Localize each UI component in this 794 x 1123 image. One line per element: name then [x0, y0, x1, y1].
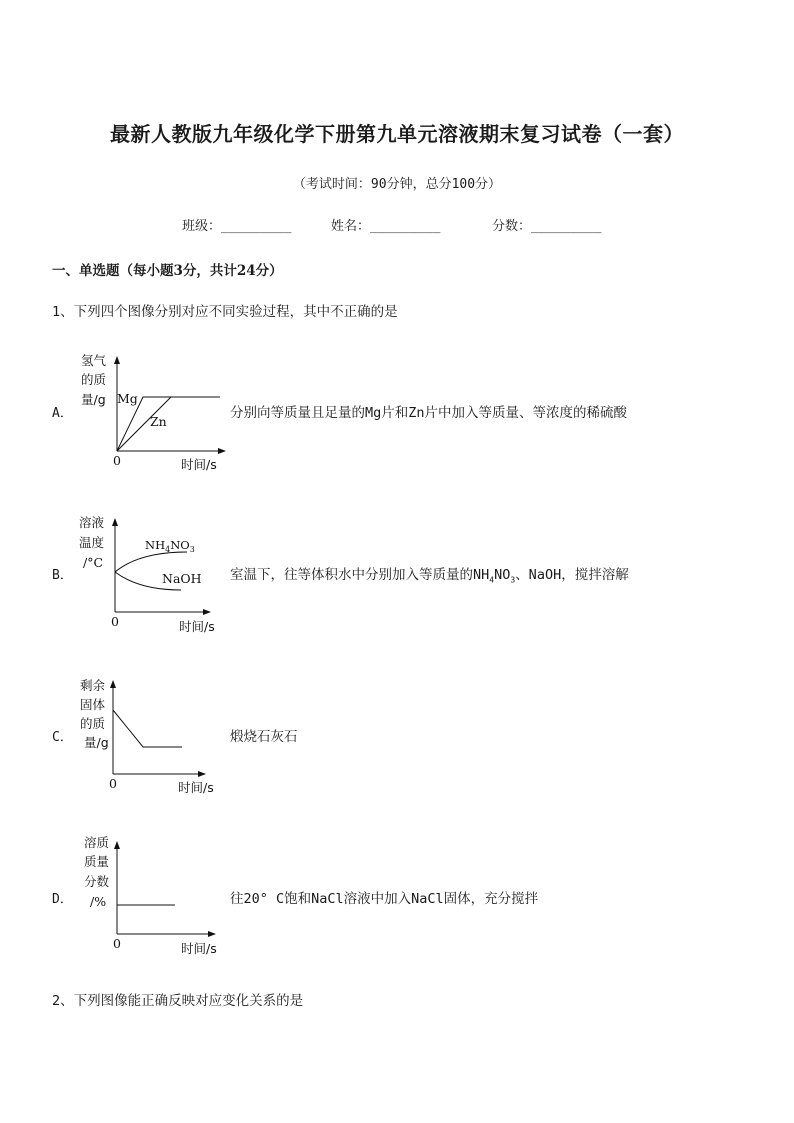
graph-c-origin: 0: [109, 776, 117, 791]
graph-b-x-arrow: [203, 609, 211, 615]
option-d-label: D．: [52, 892, 73, 907]
graph-d-x-arrow: [208, 931, 216, 937]
graph-c-ylabel-4: 量/g: [84, 735, 109, 750]
graph-c-line-residue: [113, 710, 182, 747]
graph-c-xlabel: 时间/s: [178, 780, 214, 795]
graph-a-ylabel-3: 量/g: [81, 392, 106, 407]
graph-a-xlabel: 时间/s: [181, 457, 217, 472]
option-c-label: C．: [52, 730, 73, 745]
graph-c-ylabel-2: 固体: [80, 697, 106, 712]
graph-b-label-nh4no3: $NH_4NO_3$: [145, 538, 195, 554]
graph-c-x-arrow: [198, 771, 206, 777]
graph-c-ylabel-1: 剩余: [80, 678, 106, 693]
option-d-text: 往20° C饱和NaCl溶液中加入NaCl固体，充分搅拌: [230, 891, 539, 907]
graph-b-y-arrow: [112, 518, 118, 526]
graph-a-origin: 0: [113, 453, 121, 468]
graph-b-xlabel: 时间/s: [179, 619, 215, 634]
option-c-graph: [75, 673, 235, 798]
graph-d-origin: 0: [113, 936, 121, 951]
option-b-text-3: 、NaOH，搅拌溶解: [515, 567, 629, 583]
score-field: 分数：_________: [492, 219, 602, 234]
graph-a-ylabel-1: 氢气: [81, 353, 107, 368]
name-field: 姓名：_________: [331, 219, 441, 234]
exam-duration-note: （考试时间：90分钟，总分100分）: [292, 177, 502, 192]
graph-b-ylabel-2: 温度: [79, 535, 105, 550]
graph-a-ylabel-2: 的质: [81, 372, 107, 387]
graph-b-curve-nh4no3: [115, 552, 187, 572]
option-b-sub-3: 3: [510, 575, 516, 585]
option-a-text: 分别向等质量且足量的Mg片和Zn片中加入等质量、等浓度的稀硫酸: [230, 405, 628, 421]
option-a-label: A．: [52, 406, 73, 421]
graph-d-ylabel-2: 质量: [84, 854, 110, 869]
option-b-text-2: NO: [494, 567, 511, 583]
graph-b-ylabel-3: /°C: [83, 555, 104, 570]
graph-d-ylabel-4: /%: [90, 894, 107, 909]
graph-d-y-arrow: [114, 841, 120, 849]
question-1-text: 1、下列四个图像分别对应不同实验过程，其中不正确的是: [52, 304, 398, 320]
option-b-sub-4: 4: [489, 575, 495, 585]
option-d-graph: [75, 834, 235, 959]
section-heading: 一、单选题（每小题3分，共计24分）: [52, 263, 283, 279]
option-b-graph: [75, 512, 235, 637]
graph-b-origin: 0: [111, 614, 119, 629]
graph-b-label-naoh: NaOH: [162, 571, 202, 586]
graph-a-label-mg: Mg: [117, 391, 138, 406]
graph-a-y-arrow: [114, 356, 120, 364]
graph-d-xlabel: 时间/s: [181, 941, 217, 956]
option-a-graph: [75, 350, 235, 475]
exam-title: 最新人教版九年级化学下册第九单元溶液期末复习试卷（一套）: [110, 122, 684, 146]
graph-a-x-arrow: [218, 448, 226, 454]
option-b-text: [230, 563, 629, 585]
graph-c-ylabel-3: 的质: [80, 716, 106, 731]
class-field: 班级：_________: [182, 219, 292, 234]
graph-c-y-arrow: [110, 680, 116, 688]
graph-a-label-zn: Zn: [150, 414, 167, 429]
graph-d-ylabel-1: 溶质: [84, 835, 110, 850]
graph-b-ylabel-1: 溶液: [79, 515, 105, 530]
question-2-text: 2、下列图像能正确反映对应变化关系的是: [52, 993, 304, 1009]
option-c-text: 煅烧石灰石: [230, 729, 298, 745]
graph-d-ylabel-3: 分数: [84, 874, 110, 889]
option-b-label: B．: [52, 568, 73, 583]
option-b-text-1: 室温下，往等体积水中分别加入等质量的NH: [230, 567, 490, 583]
